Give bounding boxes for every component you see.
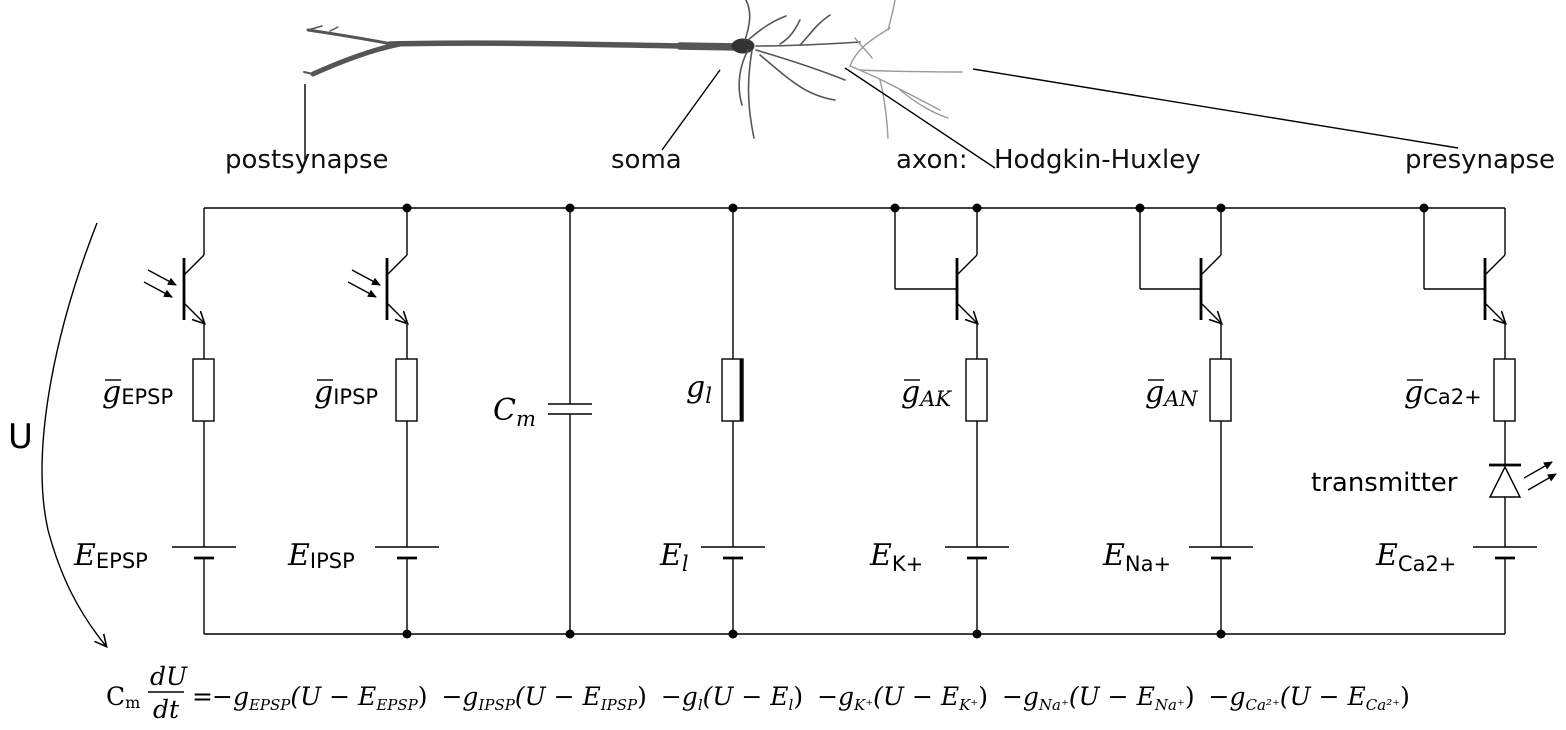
transmitter-label: transmitter: [1311, 468, 1458, 498]
capacitor-cm: [548, 404, 592, 414]
conductance-label-an: [1145, 375, 1198, 411]
conductance-label-ipsp: [314, 375, 378, 410]
reversal-label-epsp: EEPSP: [74, 538, 148, 573]
branch-capacitor: [548, 208, 592, 634]
branch-ipsp: [348, 208, 439, 634]
svg-text:dt: dt: [153, 695, 180, 724]
label-presynapse: presynapse: [1405, 145, 1556, 175]
voltage-arrow: [42, 223, 106, 646]
svg-text:−gEPSP(U − EEPSP) −gIPSP: $-g_{EPSP}(U - E_{EPSP})$ $-g_{IPSP}(U - E_{IPSP})$ $-g_l(U - E_l)$ $-g_{K^+}(U - E_{K^+})$ $-g_{Na^+}(U - E_{Na^+})$ $-g_{Ca^{2+}}(U - E_{Ca^{2+}})$: [212, 682, 1410, 714]
reversal-label-leak: $E_l$: [660, 538, 689, 576]
conductance-label-epsp: [102, 375, 173, 410]
svg-text:dU: dU: [150, 662, 188, 691]
conductance-label-leak: [686, 370, 712, 408]
voltage-label: U: [8, 417, 33, 457]
svg-text:gl: $g_l$: [686, 370, 712, 408]
label-postsynapse: postsynapse: [225, 145, 389, 175]
conductance-label-calcium: [1404, 375, 1482, 410]
battery-leak: [701, 547, 765, 558]
svg-text:gCa2+: gCa2+: [1404, 375, 1482, 410]
conductance-label-ak: [901, 375, 952, 411]
soma-body: [732, 39, 754, 53]
battery-calcium: [1473, 547, 1537, 558]
transistor-potassium: [957, 255, 977, 323]
axon-shaft: [390, 43, 738, 47]
branch-leak: [701, 208, 765, 634]
battery-sodium: [1189, 547, 1253, 558]
branch-epsp: [144, 208, 236, 634]
label-hodgkin-huxley: Hodgkin-Huxley: [994, 145, 1201, 175]
postsynaptic-dendrites: [304, 26, 400, 74]
presynaptic-terminals: [850, 0, 962, 138]
phototransistor-epsp: [144, 255, 204, 323]
svg-text:gIPSP: gIPSP: [314, 375, 379, 410]
battery-epsp: [172, 547, 236, 558]
resistor-calcium: [1494, 359, 1515, 421]
transistor-sodium: [1201, 255, 1221, 323]
capacitor-label: $C_m$: [493, 393, 536, 431]
reversal-label-calcium: $E_{Ca2+}$: [1376, 538, 1457, 576]
label-axon: axon:: [896, 145, 968, 175]
resistor-potassium: [966, 359, 987, 421]
resistor-ipsp: [396, 359, 417, 421]
transistor-calcium: [1485, 255, 1505, 323]
svg-text:Cm: Cm: [106, 682, 141, 712]
svg-text:=: =: [192, 682, 213, 711]
soma-dendrites: [739, 0, 860, 138]
phototransistor-ipsp: [348, 255, 407, 323]
neuron-drawing: [304, 0, 962, 138]
led-transmitter: [1489, 462, 1556, 497]
battery-ipsp: [375, 547, 439, 558]
reversal-label-potassium: $E_{K+}$: [870, 538, 924, 576]
resistor-epsp: [193, 359, 214, 421]
reversal-label-sodium: $E_{Na+}$: [1103, 538, 1172, 576]
resistor-sodium: [1210, 359, 1231, 421]
battery-potassium: [945, 547, 1009, 558]
region-pointers: [305, 68, 1458, 168]
label-soma: soma: [611, 145, 682, 175]
svg-text:gAK: gAK: [901, 375, 952, 411]
svg-text:gAN: gAN: [1145, 375, 1198, 411]
svg-text:gEPSP: gEPSP: [102, 375, 174, 410]
reversal-label-ipsp: EIPSP: [288, 538, 355, 573]
membrane-equation: [106, 662, 1410, 724]
